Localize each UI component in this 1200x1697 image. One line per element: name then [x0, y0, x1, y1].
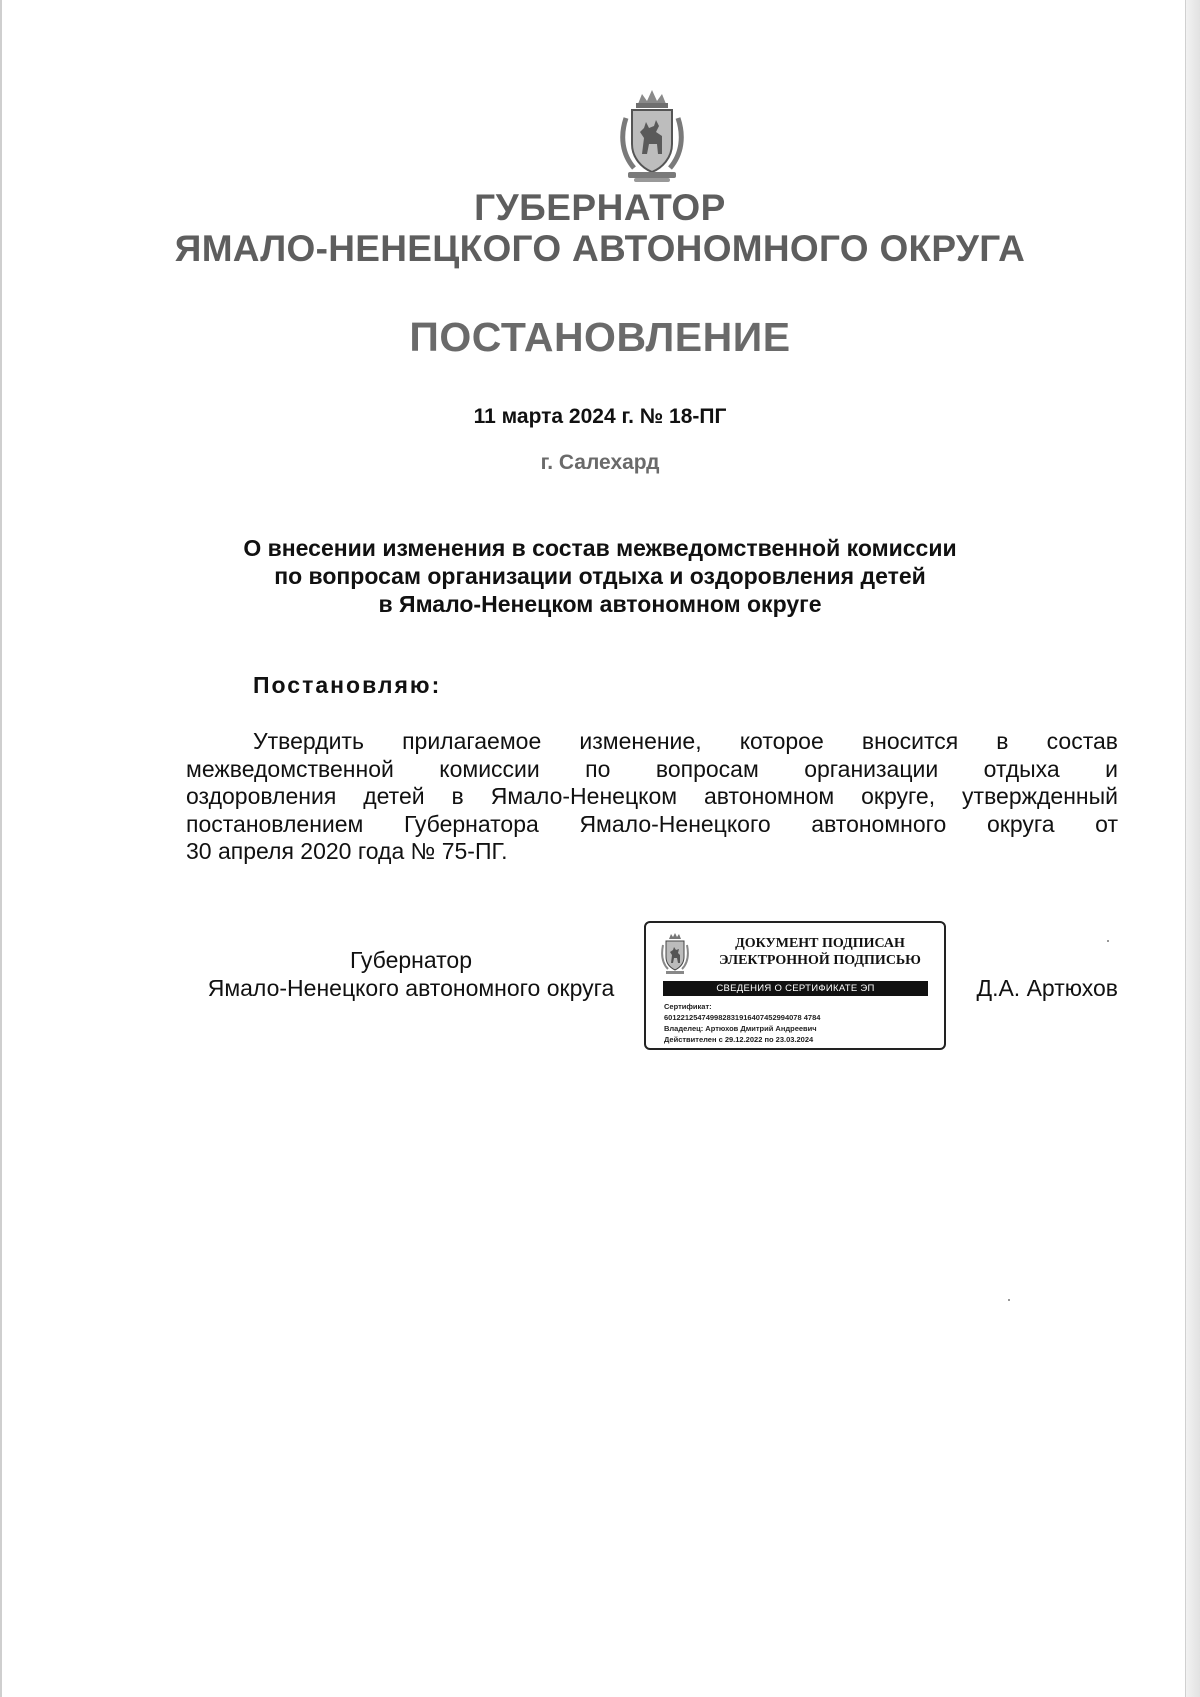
stamp-certificate-info [664, 1001, 820, 1045]
subject-line: по вопросам организации отдыха и оздоровления детей [274, 563, 926, 589]
subject-line: в Ямало-Ненецком автономном округе [378, 591, 822, 617]
stamp-title [704, 935, 936, 969]
signatory-position-line: Губернатор [349, 947, 473, 973]
stamp-certificate-bar: СВЕДЕНИЯ О СЕРТИФИКАТЕ ЭП [663, 981, 928, 996]
signatory-name: Д.А. Артюхов [976, 975, 1118, 1001]
scan-speck [1008, 1299, 1010, 1301]
header-title-region: ЯМАЛО-НЕНЕЦКОГО АВТОНОМНОГО ОКРУГА [174, 228, 1026, 269]
stamp-certificate-label: Сертификат: [664, 1002, 712, 1011]
scan-speck [1107, 940, 1109, 942]
body-line: 30 апреля 2020 года № 75-ПГ. [186, 838, 508, 864]
body-line: постановлением Губернатора Ямало-Ненецкого автономного округа от [186, 810, 1118, 837]
document-body [186, 728, 1118, 866]
header-title-governor: ГУБЕРНАТОР [474, 187, 726, 228]
stamp-validity: Действителен с 29.12.2022 по 23.03.2024 [664, 1035, 814, 1044]
subject-line: О внесении изменения в состав межведомственной комиссии [243, 535, 957, 561]
body-line: межведомственной комиссии по вопросам организации отдыха и [186, 755, 1118, 782]
stamp-certificate-number: 601221254749982831916407452994078 4784 [664, 1013, 821, 1022]
coat-of-arms-icon [660, 933, 690, 975]
signatory-position [186, 946, 636, 1002]
document-date-number: 11 марта 2024 г. № 18-ПГ [473, 405, 727, 428]
stamp-owner: Владелец: Артюхов Дмитрий Андреевич [664, 1024, 817, 1033]
stamp-title-line: ДОКУМЕНТ ПОДПИСАН [735, 936, 905, 951]
signatory-position-line: Ямало-Ненецкого автономного округа [207, 975, 615, 1001]
stamp-title-line: ЭЛЕКТРОННОЙ ПОДПИСЬЮ [719, 953, 921, 968]
document-type: ПОСТАНОВЛЕНИЕ [409, 314, 791, 360]
decree-word: Постановляю: [253, 672, 442, 698]
electronic-signature-stamp [644, 921, 946, 1050]
document-subject [200, 534, 1000, 618]
body-line: Утвердить прилагаемое изменение, которое вносится в состав [253, 728, 1118, 754]
body-line: оздоровления детей в Ямало-Ненецком автономном округе, утвержденный [186, 783, 1118, 809]
document-city: г. Салехард [540, 451, 660, 474]
coat-of-arms-icon [616, 88, 688, 184]
